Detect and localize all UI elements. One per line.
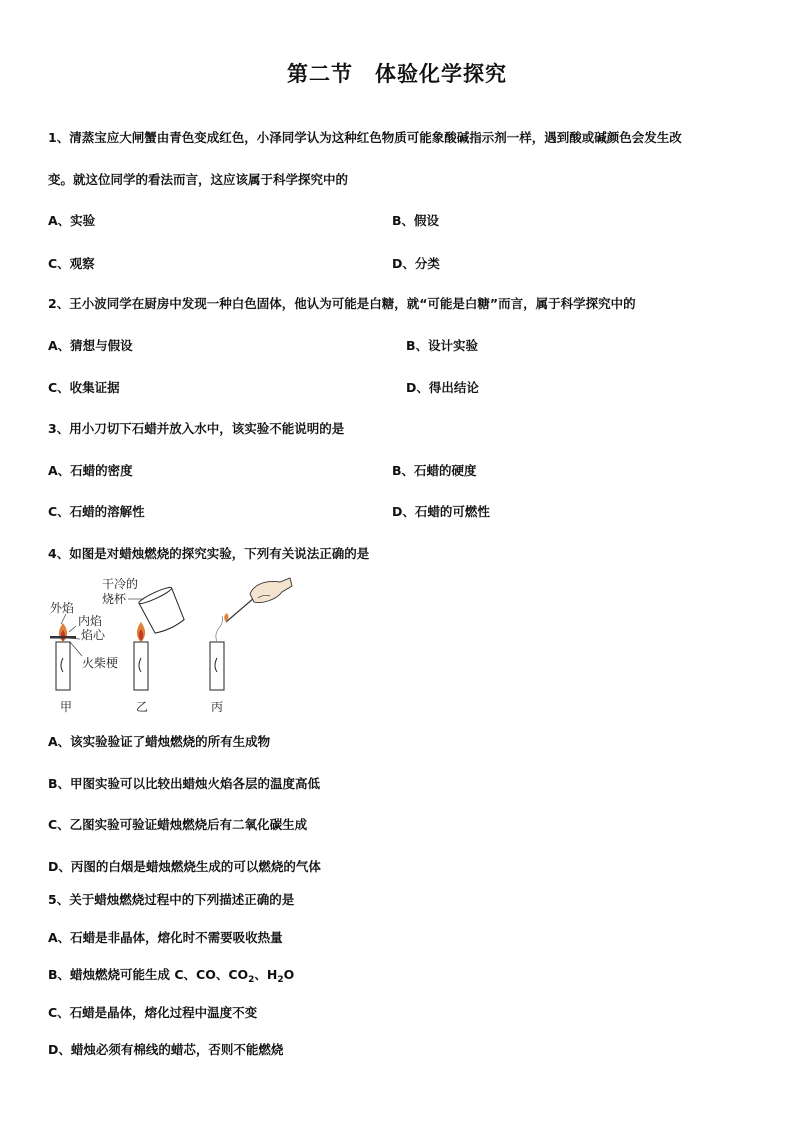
candle-yi	[134, 585, 187, 690]
label-inner-flame: 内焰	[78, 614, 103, 628]
q3-option-c: C、石蜡的溶解性	[48, 504, 145, 519]
q3-option-b: B、石蜡的硬度	[392, 463, 477, 478]
q5-option-d: D、蜡烛必须有棉线的蜡芯，否则不能燃烧	[48, 1042, 284, 1057]
q3-option-a: A、石蜡的密度	[48, 463, 133, 478]
white-smoke-icon	[216, 616, 223, 642]
title-section: 第二节	[287, 62, 353, 86]
candle-experiment-figure	[44, 572, 304, 722]
q4-option-d: D、丙图的白烟是蜡烛燃烧生成的可以燃烧的气体	[48, 859, 321, 874]
q5-option-b-mid: 、H	[254, 967, 278, 982]
q5-option-b-sub-co2: 2	[248, 975, 255, 985]
q4-option-b: B、甲图实验可以比较出蜡烛火焰各层的温度高低	[48, 776, 321, 791]
title-topic: 体验化学探究	[375, 62, 507, 86]
q1-option-c: C、观察	[48, 256, 95, 271]
label-matchstick: 火柴梗	[82, 656, 119, 670]
label-flame-core: 焰心	[81, 628, 106, 642]
label-bing: 丙	[211, 700, 224, 714]
q1-option-d: D、分类	[392, 256, 440, 271]
q4-stem: 4、如图是对蜡烛燃烧的探究实验，下列有关说法正确的是	[48, 546, 370, 561]
hand-icon	[250, 578, 292, 603]
candle-jia	[50, 623, 76, 690]
q1-option-b: B、假设	[392, 213, 440, 228]
candle-bing	[210, 578, 292, 690]
q4-option-c: C、乙图实验可验证蜡烛燃烧后有二氧化碳生成	[48, 817, 308, 832]
q1-stem-line1: 1、清蒸宝应大闸蟹由青色变成红色，小泽同学认为这种红色物质可能象酸碱指示剂一样，遇到酸或碱颜色会发生改	[48, 130, 682, 145]
q5-option-c: C、石蜡是晶体，熔化过程中温度不变	[48, 1005, 258, 1020]
q5-option-b	[48, 965, 294, 985]
q5-option-a: A、石蜡是非晶体，熔化时不需要吸收热量	[48, 930, 283, 945]
q4-option-a: A、该实验验证了蜡烛燃烧的所有生成物	[48, 734, 271, 749]
q5-option-b-sub-h2o: 2	[277, 975, 284, 985]
q1-stem-line2: 变。就这位同学的看法而言，这应该属于科学探究中的	[48, 172, 349, 187]
label-jia: 甲	[60, 700, 73, 714]
q2-option-a: A、猜想与假设	[48, 338, 133, 353]
q1-option-a: A、实验	[48, 213, 96, 228]
q2-stem: 2、王小波同学在厨房中发现一种白色固体，他认为可能是白糖，就“可能是白糖”而言，属于科学探究中的	[48, 296, 636, 311]
label-beaker-2: 烧杯	[102, 592, 127, 606]
q5-option-b-prefix: B、蜡烛燃烧可能生成 C、CO、CO	[48, 967, 249, 982]
q3-option-d: D、石蜡的可燃性	[392, 504, 490, 519]
q2-option-c: C、收集证据	[48, 380, 120, 395]
q2-option-d: D、得出结论	[406, 380, 479, 395]
label-beaker-1: 干冷的	[102, 577, 139, 591]
page-title	[0, 58, 794, 88]
label-yi: 乙	[136, 700, 149, 714]
q5-option-b-suffix: O	[283, 967, 295, 982]
q5-stem: 5、关于蜡烛燃烧过程中的下列描述正确的是	[48, 892, 295, 907]
q2-option-b: B、设计实验	[406, 338, 479, 353]
label-outer-flame: 外焰	[50, 601, 75, 615]
beaker-icon	[138, 585, 187, 636]
q3-stem: 3、用小刀切下石蜡并放入水中，该实验不能说明的是	[48, 421, 345, 436]
